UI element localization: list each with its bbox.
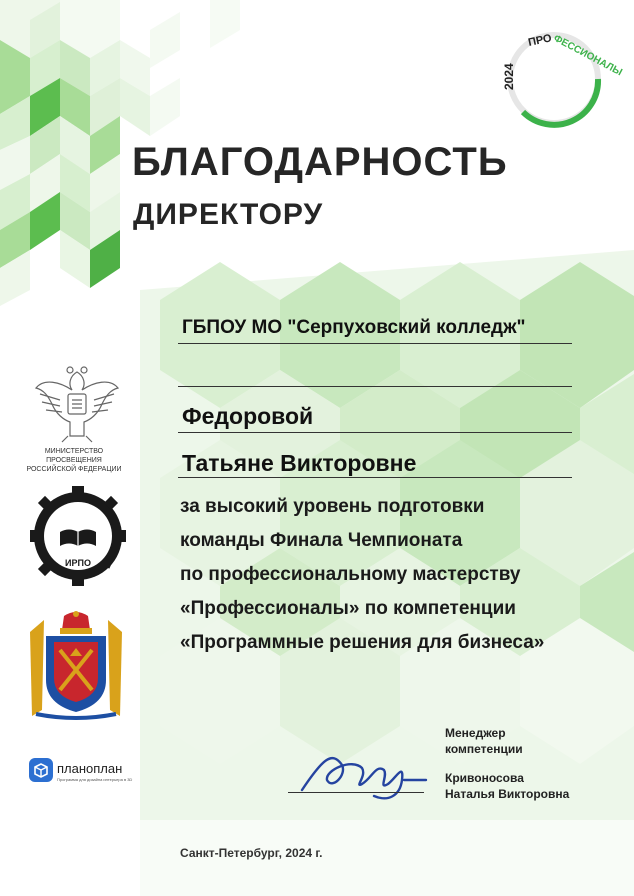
place-date: Санкт-Петербург, 2024 г. — [180, 846, 323, 860]
ministry-caption — [18, 447, 130, 474]
signature-icon — [292, 740, 432, 810]
surname-underline — [178, 432, 572, 433]
blank-underline — [178, 386, 572, 387]
body-line: по профессиональному мастерству — [180, 564, 521, 585]
body-line: «Программные решения для бизнеса» — [180, 632, 545, 653]
body-line: команды Финала Чемпионата — [180, 530, 463, 551]
name-underline — [178, 477, 572, 478]
signature-line — [288, 792, 424, 793]
professionaly-2024-logo — [495, 20, 624, 138]
irpo-gear-book-icon — [26, 486, 130, 586]
planoplan-cube-icon — [28, 757, 54, 783]
signatory-name-line: Кривоносова — [445, 771, 524, 785]
signatory-name — [445, 770, 569, 802]
ministry-eagle-emblem-icon — [30, 364, 124, 444]
signatory-role — [445, 725, 523, 757]
body-line: «Профессионалы» по компетенции — [180, 598, 516, 619]
body-line: за высокий уровень подготовки — [180, 496, 485, 517]
logo-brand-top: ПРО — [527, 32, 553, 49]
spb-coat-of-arms-icon — [24, 610, 128, 722]
organization-underline — [178, 343, 572, 344]
planoplan-tagline: Программа для дизайна интерьера в 3D — [57, 777, 133, 782]
certificate-title: БЛАГОДАРНОСТЬ — [132, 140, 508, 184]
recipient-name-patronymic: Татьяне Викторовне — [182, 450, 417, 476]
logo-brand-accent: ФЕССИОНАЛЫ — [551, 32, 624, 79]
irpo-label: ИРПО — [65, 558, 91, 568]
certificate-body — [180, 490, 544, 660]
ministry-caption-line: РОССИЙСКОЙ ФЕДЕРАЦИИ — [26, 466, 122, 473]
planoplan-name: планоплан — [57, 761, 123, 776]
organization-name: ГБПОУ МО "Серпуховский колледж" — [182, 317, 526, 338]
logo-year: 2024 — [502, 63, 516, 90]
signatory-name-line: Наталья Викторовна — [445, 787, 570, 801]
signatory-role-line: компетенции — [445, 742, 523, 756]
ministry-caption-line: МИНИСТЕРСТВО ПРОСВЕЩЕНИЯ — [44, 448, 104, 464]
signatory-role-line: Менеджер — [445, 726, 506, 740]
recipient-surname: Федоровой — [182, 403, 314, 429]
certificate-subtitle: ДИРЕКТОРУ — [133, 198, 324, 231]
